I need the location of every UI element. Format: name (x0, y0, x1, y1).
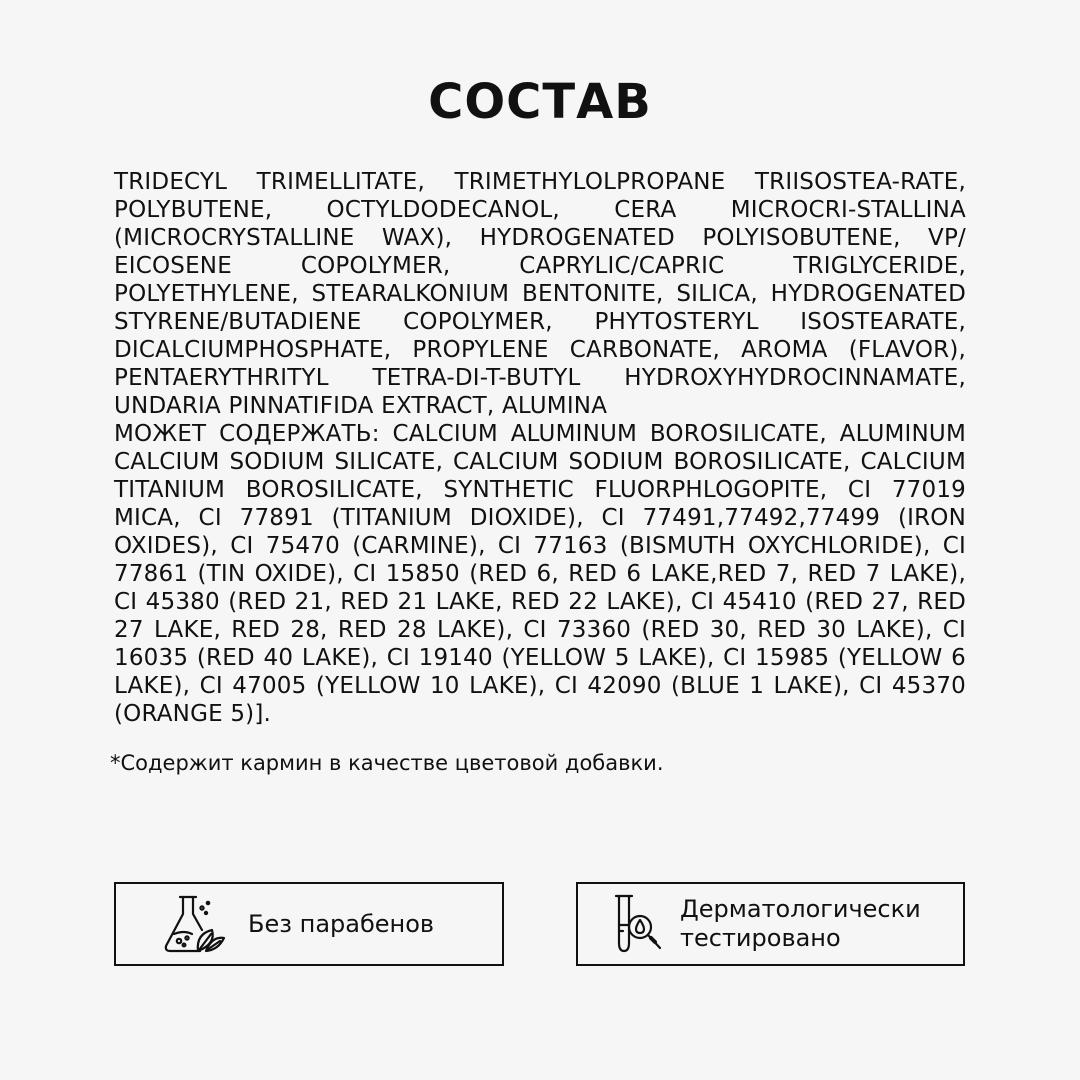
ingredients-may-contain-text: МОЖЕТ СОДЕРЖАТЬ: CALCIUM ALUMINUM BOROSILICATE, ALUMINUM CALCIUM SODIUM SILICATE, CALCIUM SODIUM BOROSILICATE, CALCIUM TITANIUM BOROSILICATE, SYNTHETIC FLUORPHLOGOPITE, CI 77019 MICA, CI 77891 (TITANIUM DIOXIDE), CI 77491,77492,77499 (IRON OXIDES), CI 75470 (CARMINE), CI 77163 (BISMUTH OXYCHLORIDE), CI 77861 (TIN OXIDE), CI 15850 (RED 6, RED 6 LAKE,RED 7, RED 7 LAKE), CI 45380 (RED 21, RED 21 LAKE, RED 22 LAKE), CI 45410 (RED 27, RED 27 LAKE, RED 28, RED 28 LAKE), CI 73360 (RED 30, RED 30 LAKE), CI 16035 (RED 40 LAKE), CI 19140 (YELLOW 5 LAKE), CI 15985 (YELLOW 6 LAKE), CI 47005 (YELLOW 10 LAKE), CI 42090 (BLUE 1 LAKE), CI 45370 (ORANGE 5)]. (114, 421, 966, 727)
test-tube-magnifier-icon (608, 893, 668, 955)
paraben-free-label (248, 910, 434, 939)
ingredients-block (114, 168, 966, 728)
flask-leaf-icon (162, 894, 230, 954)
dermatologically-tested-label (680, 895, 921, 953)
dermatologically-tested-badge (576, 882, 965, 966)
page-title: СОСТАВ (428, 74, 652, 130)
ingredients-main-text: TRIDECYL TRIMELLITATE, TRIMETHYLOLPROPANE TRIISOSTEA-RATE, POLYBUTENE, OCTYLDODECANOL, CERA MICROCRI-STALLINA (MICROCRYSTALLINE WAX), HYDROGENATED POLYISOBUTENE, VP/ EICOSENE COPOLYMER, CAPRYLIC/CAPRIC TRIGLYCERIDE, POLYETHYLENE, STEARALKONIUM BENTONITE, SILICA, HYDROGENATED STYRENE/BUTADIENE COPOLYMER, PHYTOSTERYL ISOSTEARATE, DICALCIUMPHOSPHATE, PROPYLENE CARBONATE, AROMA (FLAVOR), PENTAERYTHRITYL TETRA-DI-T-BUTYL HYDROXYHYDROCINNAMATE, UNDARIA PINNATIFIDA EXTRACT, ALUMINA (114, 169, 966, 419)
paraben-free-badge (114, 882, 504, 966)
paraben-free-label-line: Без парабенов (248, 909, 435, 938)
dermatologically-tested-label-line-1: Дерматологически (680, 895, 921, 923)
dermatologically-tested-label-line-2: тестировано (680, 924, 841, 952)
carmine-note: *Содержит кармин в качестве цветовой добавки. (110, 751, 664, 775)
